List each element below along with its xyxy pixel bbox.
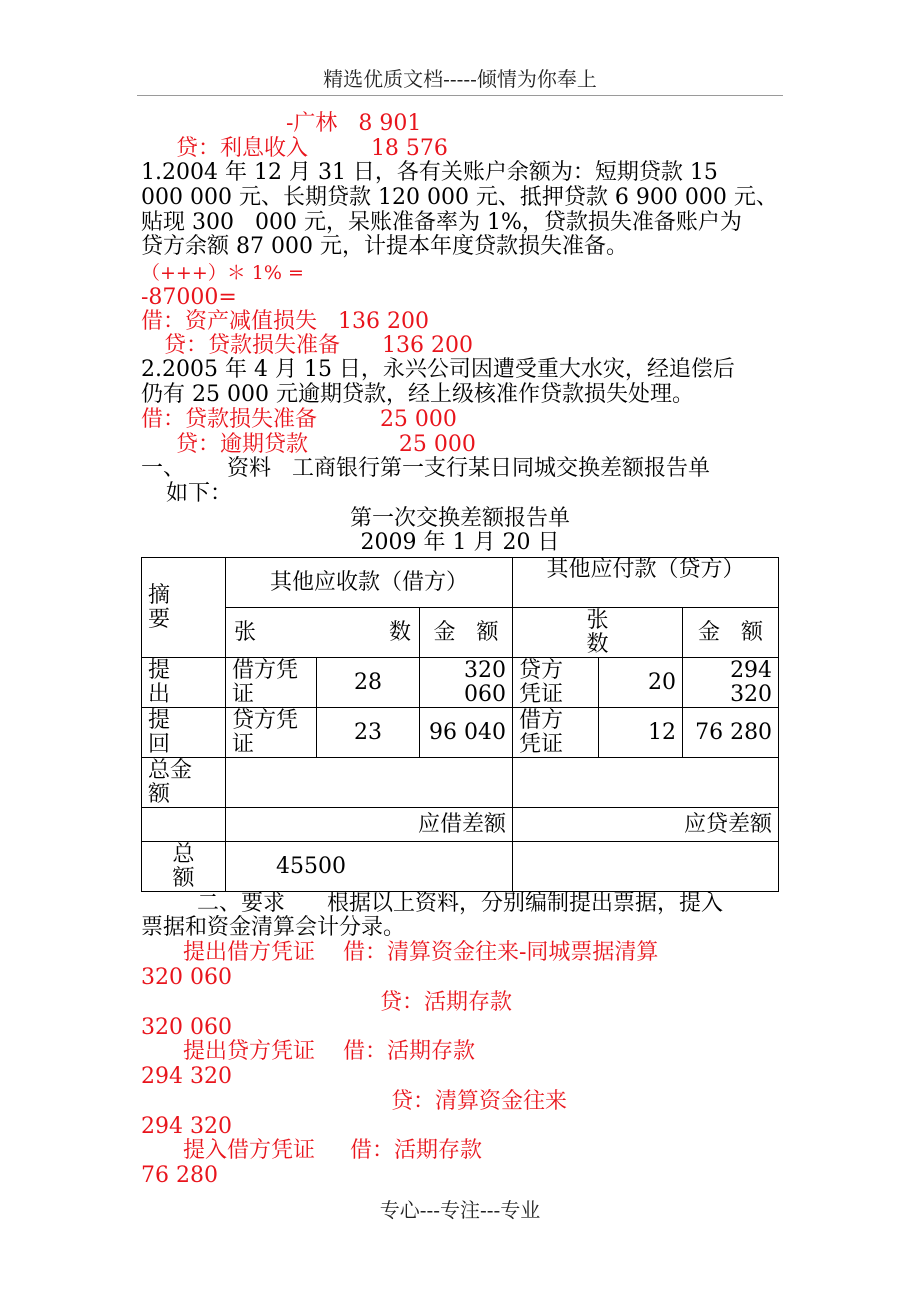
debit-count: 28: [317, 658, 420, 708]
exchange-report-table: [141, 557, 779, 892]
report-title: 第一次交换差额报告单: [349, 506, 570, 531]
row-label: 提 回: [142, 708, 226, 758]
col-shu: 数: [388, 619, 411, 645]
col-amount: 金 额: [420, 608, 513, 658]
text-line: 000 000 元、长期贷款 120 000 元、抵押贷款 6 900 000 元、: [141, 185, 778, 210]
table-row: [142, 758, 779, 808]
credit-count: 12: [599, 708, 683, 758]
text-line: 1.2004 年 12 月 31 日，各有关账户余额为：短期贷款 15: [141, 160, 718, 185]
text-line: 2.2005 年 4 月 15 日，永兴公司因遭受重大水灾，经追偿后: [141, 357, 735, 382]
header-rule: [137, 95, 783, 96]
entry-line: 提入借方凭证 借：活期存款: [183, 1138, 482, 1163]
row-label: 提 出: [142, 658, 226, 708]
total-debit-cell: [226, 758, 513, 808]
page-header: 精选优质文档-----倾情为你奉上: [323, 67, 597, 91]
entry-line: 提出借方凭证 借：清算资金往来-同城票据清算: [183, 940, 659, 965]
total-credit-cell: [513, 758, 779, 808]
text-line: 二、要求 根据以上资料，分别编制提出票据，提入: [197, 891, 723, 916]
amount-line: 320 060: [141, 1015, 232, 1040]
text-line: 票据和资金清算会计分录。: [141, 915, 406, 940]
amount-line: 320 060: [141, 965, 232, 990]
entry-line: 贷：利息收入 18 576: [176, 136, 448, 161]
debit-count: 23: [317, 708, 420, 758]
credit-voucher-type: 借方 凭证: [513, 708, 599, 758]
total-amount-label: 总金 额: [142, 758, 226, 808]
credit-voucher-type: 贷方 凭证: [513, 658, 599, 708]
col-zhang: 张: [234, 619, 257, 645]
table-row: [142, 808, 779, 842]
formula-line: （+++）＊ 1% =: [141, 262, 304, 284]
credit-count: 20: [599, 658, 683, 708]
debit-diff-label: 应借差额: [226, 808, 513, 842]
grand-total-label: 总 额: [142, 842, 226, 892]
col-count: 张 数: [513, 608, 683, 658]
empty-cell: [142, 808, 226, 842]
entry-line: 借：贷款损失准备 25 000: [141, 407, 457, 432]
debit-amount: 320 060: [420, 658, 513, 708]
page-footer: 专心---专注---专业: [379, 1198, 541, 1222]
debit-amount: 96 040: [420, 708, 513, 758]
debit-voucher-type: 借方凭 证: [226, 658, 317, 708]
text-line: 贷方余额 87 000 元，计提本年度贷款损失准备。: [141, 234, 628, 259]
text-line: 一、 资料 工商银行第一支行某日同城交换差额报告单: [141, 456, 710, 481]
grand-total-credit: [513, 842, 779, 892]
report-date: 2009 年 1 月 20 日: [360, 530, 560, 555]
entry-line: -广林 8 901: [286, 111, 422, 136]
col-amount: 金 额: [683, 608, 779, 658]
credit-amount: 76 280: [683, 708, 779, 758]
credit-amount: 294 320: [683, 658, 779, 708]
table-row: [142, 658, 779, 708]
entry-line: 贷：逾期贷款 25 000: [176, 432, 476, 457]
grand-total-value: 45500: [226, 842, 513, 892]
amount-line: 76 280: [141, 1163, 218, 1188]
entry-line: 贷：贷款损失准备 136 200: [164, 333, 473, 358]
table-row: [142, 842, 779, 892]
text-line: 贴现 300 000 元，呆账准备率为 1%，贷款损失准备账户为: [141, 210, 742, 235]
debit-voucher-type: 贷方凭 证: [226, 708, 317, 758]
entry-line: 提出贷方凭证 借：活期存款: [183, 1039, 475, 1064]
amount-line: 294 320: [141, 1114, 232, 1139]
formula-line: -87000=: [141, 285, 237, 310]
col-summary: 摘 要: [142, 558, 226, 658]
entry-line: 贷：活期存款: [380, 990, 513, 1015]
text-line: 如下：: [166, 481, 233, 506]
entry-line: 贷：清算资金往来: [391, 1089, 568, 1114]
table-row: [142, 708, 779, 758]
entry-line: 借：资产减值损失 136 200: [141, 309, 429, 334]
credit-diff-label: 应贷差额: [513, 808, 779, 842]
amount-line: 294 320: [141, 1064, 232, 1089]
text-line: 仍有 25 000 元逾期贷款，经上级核准作贷款损失处理。: [141, 382, 694, 407]
col-credit-header: 其他应付款（贷方）: [513, 558, 779, 608]
col-debit-header: 其他应收款（借方）: [226, 558, 513, 608]
